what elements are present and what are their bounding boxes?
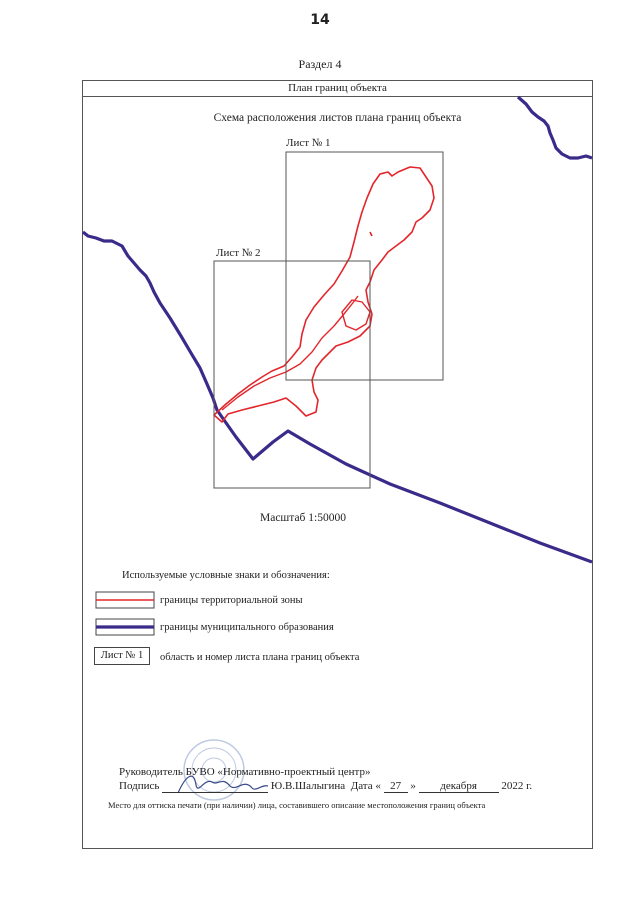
sheet-1-frame — [286, 152, 443, 380]
legend-item-1-text: границы территориальной зоны — [160, 595, 303, 606]
footnote: Место для оттиска печати (при наличии) лица, составившего описание местоположения границ объекта — [108, 800, 486, 810]
head-line: Руководитель БУВО «Нормативно-проектный центр» — [119, 766, 371, 778]
scheme-title: Схема расположения листов плана границ объекта — [213, 112, 462, 124]
plan-title: План границ объекта — [288, 82, 387, 94]
zone-boundary-small-mark — [370, 232, 372, 236]
legend-item-2-text: границы муниципального образования — [160, 622, 334, 633]
sign-label: Подпись — [119, 780, 160, 792]
municipal-boundary-top-right — [518, 97, 592, 158]
map-scale: Масштаб 1:50000 — [260, 512, 346, 524]
legend-sheet-box: Лист № 1 — [94, 647, 150, 665]
zone-boundary-inner-strip — [222, 296, 358, 410]
sheet-2-label: Лист № 2 — [216, 247, 261, 259]
date-month: декабря — [419, 780, 499, 793]
zone-boundary-inner-block — [342, 300, 370, 330]
date-close: » — [410, 780, 416, 792]
legend-title: Используемые условные знаки и обозначения: — [122, 570, 330, 581]
date-label: Дата « — [350, 780, 381, 792]
page-number: 14 — [310, 12, 330, 28]
date-year: 2022 г. — [501, 780, 533, 792]
signature-field — [162, 780, 268, 793]
date-day: 27 — [384, 780, 408, 793]
sheet-1-label: Лист № 1 — [286, 137, 331, 149]
signature-row — [119, 780, 532, 793]
signer-name: Ю.В.Шалыгина — [270, 780, 346, 792]
section-title: Раздел 4 — [298, 57, 342, 71]
legend-item-3-text: область и номер листа плана границ объекта — [160, 652, 360, 663]
zone-boundary-outer — [214, 167, 434, 422]
sheet-2-frame — [214, 261, 370, 488]
